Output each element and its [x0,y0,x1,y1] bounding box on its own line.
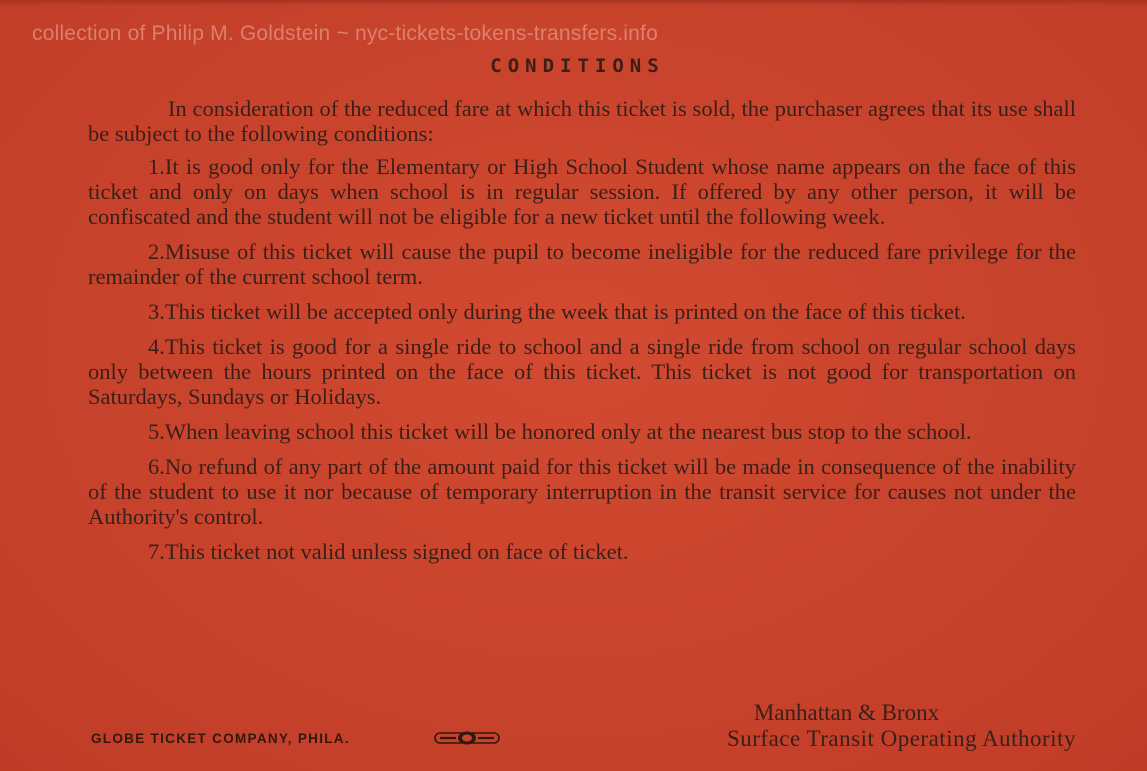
condition-text: This ticket is good for a single ride to school and a single ride from school on regular school days only between the hours printed on the face of this ticket. This ticket is not good for transportation on Saturdays, Sundays or Holidays. [88,334,1076,409]
condition-item [88,539,1076,564]
conditions-heading: CONDITIONS [490,55,665,77]
globe-ticket-logo-icon [434,730,500,746]
intro-paragraph: In consideration of the reduced fare at which this ticket is sold, the purchaser agrees that its use shall be subject to the following conditions: [88,96,1076,146]
issuing-authority [727,700,1076,752]
printer-imprint: GLOBE TICKET COMPANY, PHILA. [91,731,350,746]
authority-line-1: Manhattan & Bronx [753,700,940,725]
condition-number: 2. [148,239,165,264]
conditions-body [88,96,1076,574]
condition-item [88,454,1076,529]
condition-text: This ticket not valid unless signed on face of ticket. [164,539,629,564]
condition-item [88,154,1076,229]
condition-text: It is good only for the Elementary or High School Student whose name appears on the face of this ticket and only on days when school is in regular session. If offered by any other person, it will be confiscated and the student will not be eligible for a new ticket until the following week. [88,154,1076,229]
condition-number: 6. [148,454,165,479]
condition-number: 7. [148,539,165,564]
condition-item [88,239,1076,289]
condition-text: This ticket will be accepted only during the week that is printed on the face of this ticket. [164,299,966,324]
condition-item [88,419,1076,444]
condition-number: 3. [148,299,165,324]
condition-item [88,334,1076,409]
collection-watermark: collection of Philip M. Goldstein ~ nyc-tickets-tokens-transfers.info [32,22,658,45]
condition-number: 4. [148,334,165,359]
condition-text: When leaving school this ticket will be honored only at the nearest bus stop to the school. [164,419,972,444]
condition-number: 5. [148,419,165,444]
condition-item [88,299,1076,324]
authority-line-2: Surface Transit Operating Authority [726,726,1076,751]
condition-number: 1. [148,154,165,179]
condition-text: Misuse of this ticket will cause the pupil to become ineligible for the reduced fare privilege for the remainder of the current school term. [88,239,1076,289]
condition-text: No refund of any part of the amount paid for this ticket will be made in consequence of the inability of the student to use it nor because of temporary interruption in the transit service for causes not under the Authority's control. [88,454,1076,529]
